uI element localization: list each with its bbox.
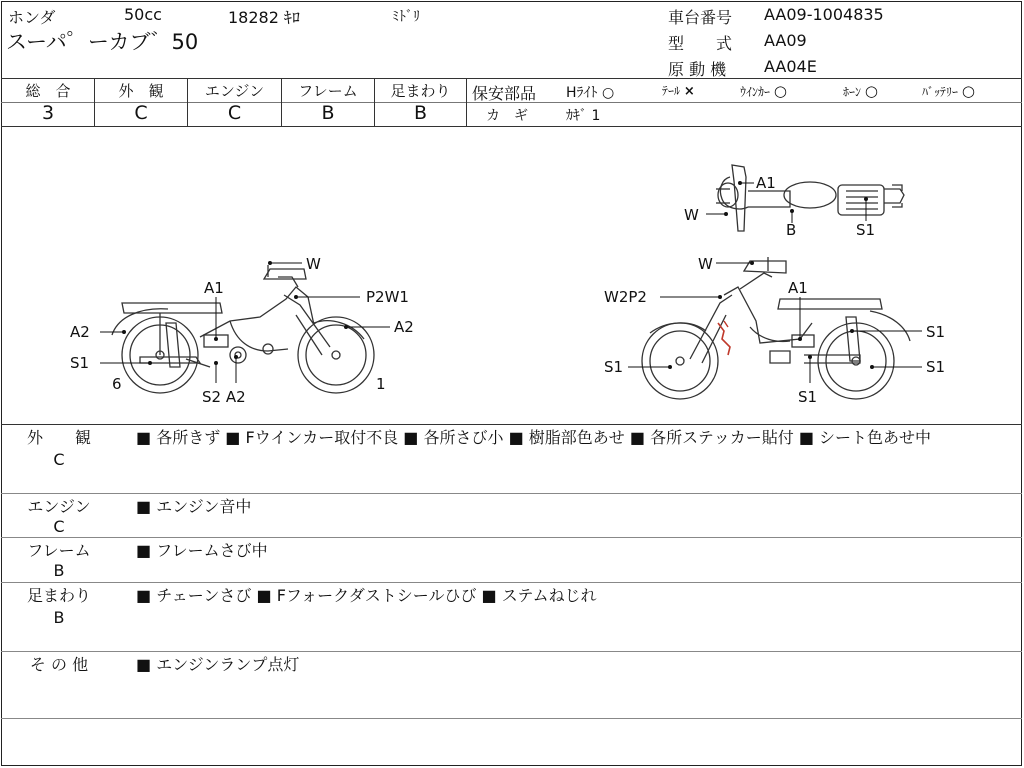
winker-status: ○ [773,82,787,100]
left-s1-label: S1 [70,354,90,372]
maker: ホンダ [8,8,56,27]
headlight-status: ○ [601,85,615,101]
type-value: AA09 [764,31,807,50]
right-w-label: W [698,255,713,273]
remark-label-suspension: 足まわり [26,586,91,605]
engine-value: AA04E [764,57,817,76]
left-side-bike [112,265,374,393]
grade-value-exterior: C [134,102,148,124]
taillight-status: × [683,84,695,99]
top-s1-label: S1 [856,221,876,239]
engine-label: 原 動 機 [668,60,727,79]
left-a2-right-label: A2 [394,318,414,336]
top-a1-label: A1 [756,174,776,192]
displacement: 50cc [124,5,162,24]
right-w2p2-label: W2P2 [604,288,647,306]
remark-text-engine: ■ エンジン音中 [136,497,252,516]
key-value: ｶｷﾞ 1 [566,108,601,124]
top-w-label: W [684,206,699,224]
grade-value-suspension: B [413,102,428,124]
remark-grade-engine: C [53,517,65,536]
grade-value-overall: 3 [41,102,55,124]
grade-label-frame: フレーム [298,82,358,100]
remark-label-other: そ の 他 [29,655,89,674]
safety-label: 保安部品 [472,84,537,103]
left-p2w1-label: P2W1 [366,288,409,306]
grade-label-suspension: 足まわり [390,82,451,100]
grade-label-exterior: 外 観 [118,82,164,100]
left-a1-label: A1 [204,279,224,297]
key-label: カ ギ [486,108,528,124]
left-w-label: W [306,255,321,273]
right-s1-left-label: S1 [604,358,624,376]
grade-label-engine: エンジン [204,82,265,100]
remark-text-frame: ■ フレームさび中 [136,541,268,560]
right-side-bike [642,257,910,399]
grade-value-engine: C [227,102,242,124]
safety-battery: ﾊﾞｯﾃﾘｰ ○ [922,82,975,100]
grade-value-frame: B [321,102,335,124]
remark-text-other: ■ エンジンランプ点灯 [136,655,300,674]
left-s2a2-label: S2 A2 [202,388,246,406]
remark-label-frame: フレーム [27,541,91,560]
left-one-label: 1 [376,375,386,393]
model-name: スーパ゜ーカブ゛50 [6,30,199,54]
remark-text-exterior: ■ 各所きず ■ Fウインカー取付不良 ■ 各所さび小 ■ 樹脂部色あせ ■ 各所ステッカー貼付 ■ シート色あせ中 [136,428,932,447]
right-s1-bottom-label: S1 [798,388,818,406]
battery-status: ○ [961,82,975,100]
remark-label-engine: エンジン [27,497,91,516]
left-six-label: 6 [112,375,122,393]
right-a1-label: A1 [788,279,808,297]
safety-headlight: Hﾗｲﾄ ○ [566,85,615,101]
horn-status: ○ [864,82,878,100]
left-a2-label: A2 [70,323,90,341]
remark-grade-frame: B [53,561,65,580]
remark-label-exterior: 外 観 [26,428,91,447]
safety-winker: ｳｲﾝｶｰ ○ [740,82,787,100]
chassis-label: 車台番号 [668,8,733,27]
remark-text-suspension: ■ チェーンさび ■ Fフォークダストシールひび ■ ステムねじれ [136,586,597,605]
right-s1-mid-label: S1 [926,358,946,376]
mileage: 18282 ｷﾛ [228,8,300,27]
color: ﾐﾄﾞﾘ [392,9,420,25]
safety-taillight: ﾃｰﾙ × [662,84,695,99]
top-view-bike [716,165,904,231]
type-label: 型 式 [668,34,733,53]
remark-grade-suspension: B [53,608,65,627]
grade-label-overall: 総 合 [25,82,71,100]
right-s1-top-label: S1 [926,323,946,341]
damage-diagram [0,127,1024,424]
remark-grade-exterior: C [53,450,65,469]
chassis-number: AA09-1004835 [764,5,884,24]
top-b-label: B [786,221,797,239]
safety-horn: ﾎｰﾝ ○ [843,82,878,100]
